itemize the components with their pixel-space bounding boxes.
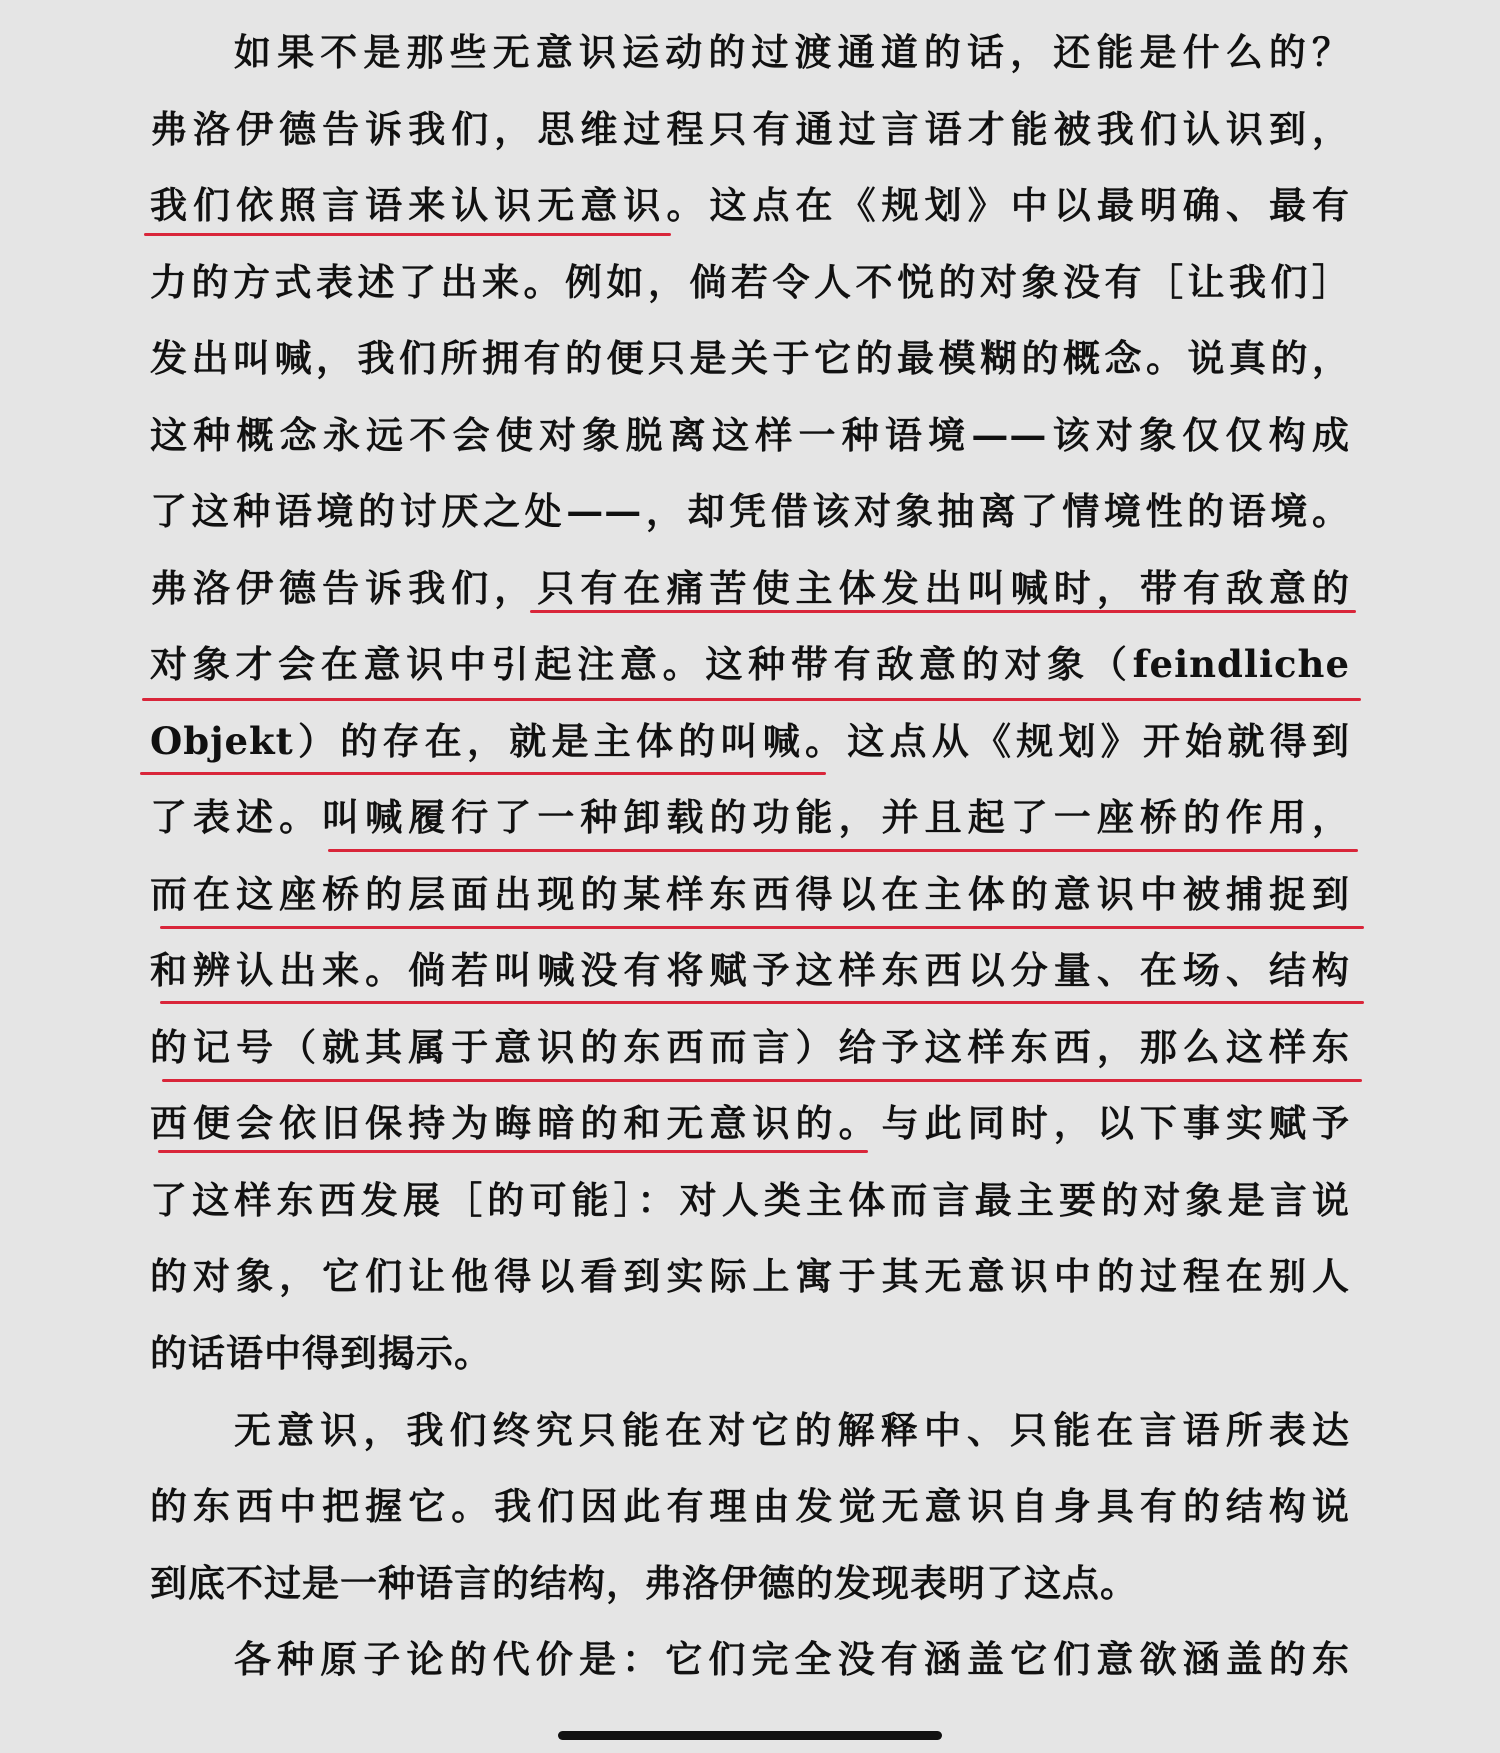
highlight-underline-6 [160,926,1364,929]
highlight-underline-4 [140,772,826,775]
text-line-2: 弗洛伊德告诉我们，思维过程只有通过言语才能被我们认识到， [150,107,1350,151]
text-line-15: 西便会依旧保持为晦暗的和无意识的。与此同时，以下事实赋予 [150,1101,1350,1145]
highlight-underline-7 [160,1001,1364,1004]
text-line-16: 了这样东西发展［的可能］：对人类主体而言最主要的对象是言说 [150,1178,1350,1222]
text-line-4: 力的方式表述了出来。例如，倘若令人不悦的对象没有［让我们］ [150,260,1350,304]
text-line-11: 了表述。叫喊履行了一种卸载的功能，并且起了一座桥的作用， [150,795,1350,839]
text-line-9: 对象才会在意识中引起注意。这种带有敌意的对象（feindliche [150,642,1350,686]
text-line-8: 弗洛伊德告诉我们，只有在痛苦使主体发出叫喊时，带有敌意的 [150,566,1350,610]
text-line-19: 无意识，我们终究只能在对它的解释中、只能在言语所表达 [234,1408,1350,1452]
highlight-underline-3 [142,698,1361,701]
home-indicator-bar[interactable] [558,1731,942,1740]
highlight-underline-2 [530,610,1356,613]
text-line-5: 发出叫喊，我们所拥有的便只是关于它的最模糊的概念。说真的， [150,336,1350,380]
text-line-20: 的东西中把握它。我们因此有理由发觉无意识自身具有的结构说 [150,1484,1350,1528]
text-line-6: 这种概念永远不会使对象脱离这样一种语境——该对象仅仅构成 [150,413,1350,457]
text-line-14: 的记号（就其属于意识的东西而言）给予这样东西，那么这样东 [150,1025,1350,1069]
text-line-7: 了这种语境的讨厌之处——，却凭借该对象抽离了情境性的语境。 [150,489,1350,533]
text-line-1: 如果不是那些无意识运动的过渡通道的话，还能是什么的？ [234,30,1350,74]
text-line-17: 的对象，它们让他得以看到实际上寓于其无意识中的过程在别人 [150,1254,1350,1298]
highlight-underline-1 [144,233,671,236]
text-line-12: 而在这座桥的层面出现的某样东西得以在主体的意识中被捕捉到 [150,872,1350,916]
text-line-10: Objekt）的存在，就是主体的叫喊。这点从《规划》开始就得到 [150,719,1350,763]
highlight-underline-8 [162,1079,1362,1082]
highlight-underline-9 [158,1150,868,1153]
text-line-22: 各种原子论的代价是：它们完全没有涵盖它们意欲涵盖的东 [234,1637,1350,1681]
text-line-3: 我们依照言语来认识无意识。这点在《规划》中以最明确、最有 [150,183,1350,227]
text-line-18: 的话语中得到揭示。 [150,1331,492,1375]
text-line-13: 和辨认出来。倘若叫喊没有将赋予这样东西以分量、在场、结构 [150,948,1350,992]
highlight-underline-5 [328,849,1358,852]
text-line-21: 到底不过是一种语言的结构，弗洛伊德的发现表明了这点。 [150,1561,1138,1605]
